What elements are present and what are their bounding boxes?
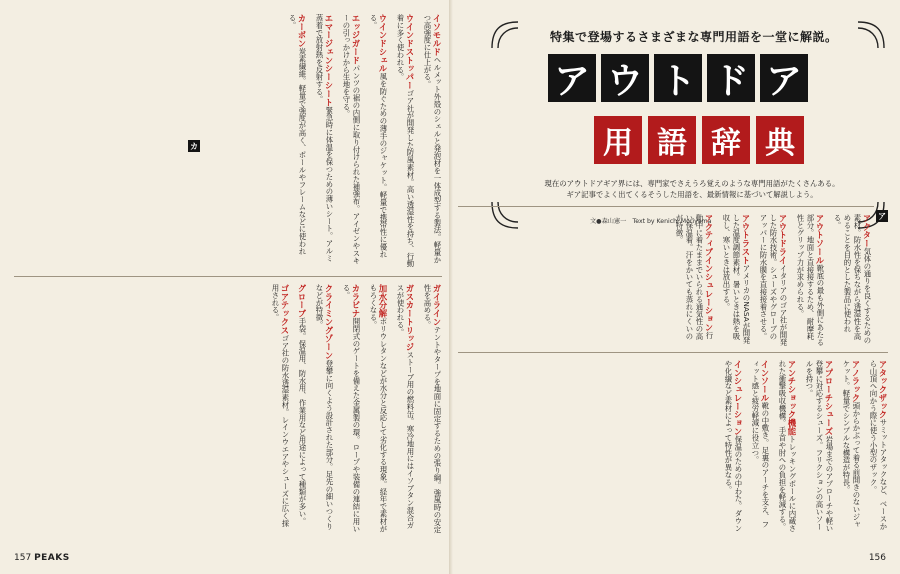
entry-definition: サミットアタックなど、ベースから山頂へ向かう際に使う小型のザック。: [869, 360, 888, 530]
divider: [458, 352, 888, 353]
glossary-entry: [395, 284, 415, 534]
text-column: [339, 14, 361, 269]
entry-definition: 保温のための中わた。ダウンや化繊など素材によって特性が異なる。: [724, 360, 743, 532]
entry-term: アンチショック機能: [787, 360, 797, 436]
entry-definition: 炭素繊維。軽量で強度が高く、ポールやフレームなどに使われる。: [288, 14, 307, 255]
page-number: 156: [868, 553, 886, 563]
entry-term: アクティブインシュレーション: [704, 214, 714, 332]
entry-term: カラビナ: [351, 284, 361, 318]
title-char: 典: [756, 116, 804, 164]
entry-definition: 岩場までのアプローチや軽い登攀に対応するシューズ。フリクションの高いソールを持つ。: [805, 360, 834, 532]
brand-name: PEAKS: [34, 553, 70, 563]
text-column: [295, 284, 307, 534]
entry-term: 加水分解: [378, 284, 388, 318]
section-marker-a: ア: [878, 211, 886, 221]
entry-term: エッジガード: [351, 14, 361, 65]
left-bottom-columns: [14, 284, 442, 534]
glossary-entry: [422, 284, 442, 534]
text-column: [420, 14, 442, 269]
entry-term: ゴアテックス: [280, 284, 290, 335]
text-column: [793, 214, 825, 346]
left-page: [14, 14, 442, 534]
text-column: [312, 284, 334, 534]
text-column: [285, 14, 307, 269]
entry-term: カーボン: [297, 14, 307, 48]
entry-term: グローブ: [297, 284, 307, 318]
entry-definition: 手袋。保温用、防水用、作業用など用途によって種類が多い。: [298, 317, 307, 525]
section-marker-ka: カ: [190, 141, 198, 151]
glossary-entry: [868, 360, 888, 534]
text-column: [339, 284, 361, 534]
entry-definition: 風を防ぐための薄手のジャケット。軽量で携帯性に優れる。: [369, 14, 388, 258]
glossary-entry: [721, 214, 751, 346]
entry-definition: 靴の中敷き。足裏のアーチを支え、フィット感と疲労軽減に役立つ。: [751, 360, 770, 528]
folio-left: [14, 553, 70, 563]
page-gutter: [449, 0, 453, 574]
entry-term: アノラック: [851, 360, 861, 402]
divider: [14, 276, 442, 277]
glossary-entry: [758, 214, 788, 346]
glossary-entry: [777, 360, 797, 534]
text-column: [268, 284, 290, 534]
glossary-entry: [750, 360, 770, 534]
text-column: [420, 284, 442, 534]
glossary-entry: [395, 14, 415, 269]
glossary-entry: [422, 14, 442, 269]
entry-term: インソール: [760, 360, 770, 402]
text-column: [839, 360, 861, 534]
entry-definition: ストーブ用の燃料缶。寒冷地用にはイソブタン混合ガスが使われる。: [396, 284, 415, 529]
entry-term: イソモルド: [432, 14, 442, 56]
text-column: [748, 360, 770, 534]
entry-definition: アメリカのNASAが開発した温度調節素材。暑いときは熱を吸収し、寒いときは放出する。: [722, 214, 751, 345]
text-column: [719, 214, 751, 346]
entry-term: アウトソール: [815, 214, 825, 265]
credit: 文●森山憲一 Text by Kenichi Moriyama: [590, 218, 712, 225]
text-column: [393, 14, 415, 269]
text-column: [775, 360, 797, 534]
entry-term: ウインドストッパー: [405, 14, 415, 90]
title-char: 語: [648, 116, 696, 164]
left-top-columns: [14, 14, 442, 269]
entry-term: エマージェンシーシート: [324, 14, 334, 107]
entry-definition: 登攀に向くよう設計された部分。足先の細いつくりなどが特徴。: [315, 284, 334, 530]
glossary-entry: [368, 14, 388, 269]
entry-definition: トレッキングポールに内蔵された衝撃吸収機構。手首や肘への負担を軽減する。: [778, 360, 797, 532]
glossary-entry: [270, 284, 290, 534]
text-column: [393, 284, 415, 534]
glossary-entry: [832, 214, 872, 346]
glossary-entry: [674, 214, 714, 346]
glossary-entry: [314, 14, 334, 269]
text-column: [366, 14, 388, 269]
entry-definition: 気体の通りを良くするための素材。防水性を保ちながら透湿性を高めることを目的とした製品に使われる。: [833, 214, 872, 344]
title-char: ウ: [601, 54, 649, 102]
entry-definition: ポリウレタンなどが水分と反応して劣化する現象。経年で素材がもろくなる。: [369, 284, 388, 533]
entry-definition: 頭からかぶって着る前開きのないジャケット。軽量でシンプルな構造が特長。: [842, 360, 861, 528]
glossary-entry: [804, 360, 834, 534]
text-column: [756, 214, 788, 346]
text-column: [312, 14, 334, 269]
entry-term: ガスカートリッジ: [405, 284, 415, 352]
page-number: 157: [14, 553, 32, 563]
glossary-entry: [723, 360, 743, 534]
lead-text: 特集で登場するさまざまな専門用語を一堂に解説。: [550, 30, 838, 44]
deck-line: 現在のアウトドアギア界には、専門家でさえうろ覚えのような専門用語がたくさんある。: [544, 179, 840, 188]
title-char: ト: [654, 54, 702, 102]
entry-term: インシュレーション: [733, 360, 743, 436]
text-column: [830, 214, 872, 346]
title-char: ア: [548, 54, 596, 102]
entry-definition: ゴア社の防水透湿素材。レインウエアやシューズに広く採用される。: [271, 284, 290, 527]
entry-definition: テントやタープを地面に固定するための張り綱。強風時の安定性を高める。: [423, 284, 442, 534]
entry-definition: イタリアのゴア社が開発した防水技術。シューズやグローブのアッパーに防水膜を直接接着させる。: [759, 214, 788, 346]
entry-definition: パンツの裾の内側に取り付けられた補強布。アイゼンやスキーの引っかけから生地を守る。: [342, 14, 361, 265]
entry-term: アクター: [862, 214, 872, 248]
text-column: [366, 284, 388, 534]
glossary-entry: [287, 14, 307, 269]
title-char: 辞: [702, 116, 750, 164]
entry-term: ガイライン: [432, 284, 442, 326]
entry-definition: 行動中に着たままでいられる通気性の高い保温着。汗をかいても蒸れにくいのが特徴。: [675, 214, 714, 340]
entry-term: クライミングゾーン: [324, 284, 334, 360]
glossary-entry: [368, 284, 388, 534]
text-column: [721, 360, 743, 534]
entry-term: アウトラスト: [741, 214, 751, 265]
title-char: ド: [707, 54, 755, 102]
entry-term: アウトドライ: [778, 214, 788, 265]
text-column: [802, 360, 834, 534]
glossary-entry: [341, 14, 361, 269]
entry-definition: 靴底の最も外側にあたる部分。地面と直接接するため、耐摩耗性とグリップ力が求められる。: [796, 214, 825, 346]
right-top-columns: [458, 214, 872, 346]
glossary-entry: [841, 360, 861, 534]
entry-definition: 開閉式のゲートを備えた金属製の環。ロープや装備の連結に用いる。: [342, 284, 361, 533]
glossary-entry: [314, 284, 334, 534]
text-column: [866, 360, 888, 534]
glossary-entry: [795, 214, 825, 346]
entry-term: アタックザック: [878, 360, 888, 419]
deck-line: ギア記事でよく出てくるそうした用語を、最新情報に基づいて解説しよう。: [566, 190, 818, 199]
title-char: 用: [594, 116, 642, 164]
right-page: [458, 14, 888, 534]
entry-term: ウインドシェル: [378, 14, 388, 73]
entry-definition: 緊急時に体温を保つための薄いシート。アルミ蒸着で放射熱を反射する。: [315, 14, 334, 262]
divider: [458, 206, 874, 207]
glossary-entry: [341, 284, 361, 534]
entry-definition: ヘルメット外殻のシェルと発泡材を一体成型する製法。軽量かつ高強度に仕上がる。: [423, 14, 442, 264]
text-column: [672, 214, 714, 346]
glossary-entry: [297, 284, 307, 534]
right-bottom-columns: [458, 360, 888, 534]
title-char: ア: [760, 54, 808, 102]
entry-term: アプローチシューズ: [824, 360, 834, 436]
entry-definition: ゴア社が開発した防風素材。高い透湿性を持ち、行動着に多く使われる。: [396, 14, 415, 268]
